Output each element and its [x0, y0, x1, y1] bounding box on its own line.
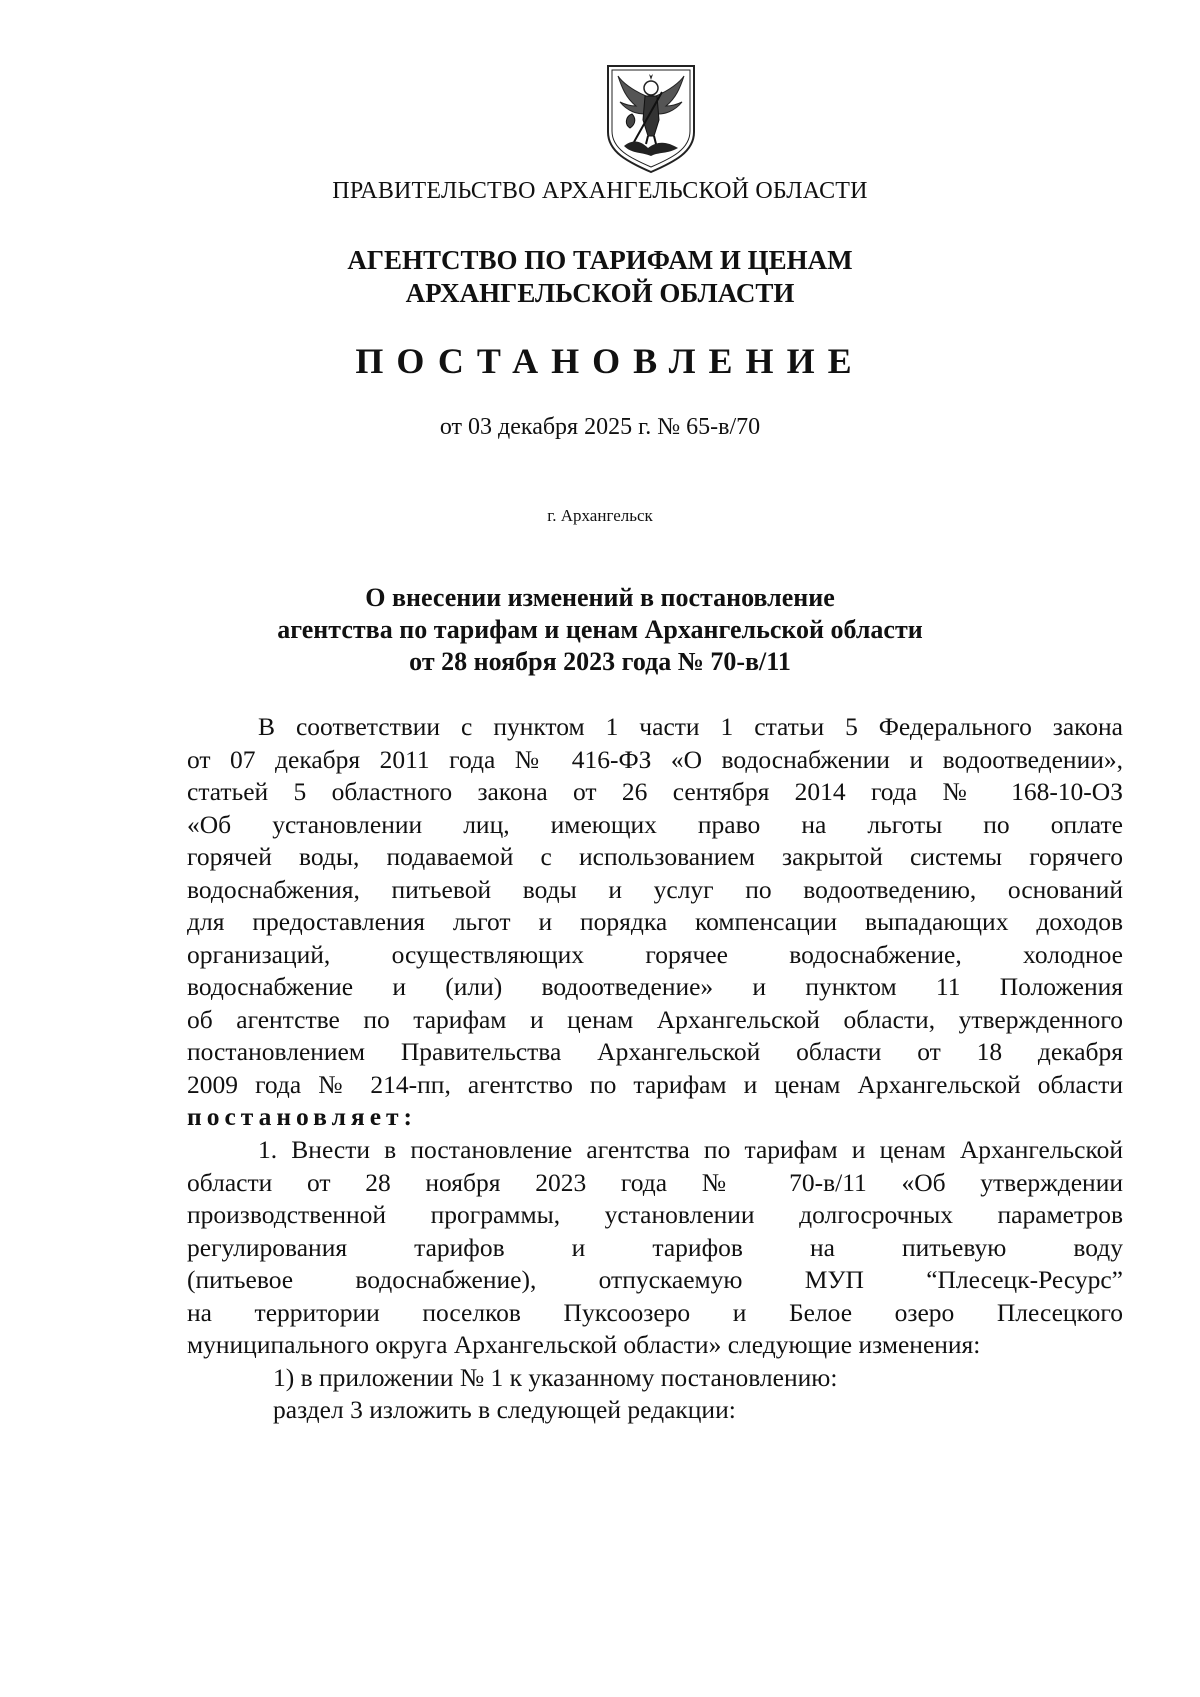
preamble-line: водоснабжения, питьевой воды и услуг по водоотведению, оснований [187, 874, 1123, 904]
item-1-line: производственной программы, установлении долгосрочных параметров [187, 1200, 1123, 1229]
item-1-paragraph [187, 1134, 1123, 1427]
item-1-line: (питьевое водоснабжение), отпускаемую МУП “Плесецк-Ресурс” [187, 1265, 1123, 1294]
item-1-line: области от 28 ноября 2023 года № 70-в/11 «Об утверждении [187, 1167, 1123, 1197]
document-date-number: от 03 декабря 2025 г. № 65-в/70 [439, 414, 761, 440]
preamble-line: постановлением Правительства Архангельской области от 18 декабря [187, 1037, 1123, 1066]
subject-line3: от 28 ноября 2023 года № 70-в/11 [409, 647, 791, 676]
agency-name-line2: АРХАНГЕЛЬСКОЙ ОБЛАСТИ [405, 278, 795, 308]
item-1-line: на территории поселков Пуксоозеро и Белое озеро Плесецкого [187, 1297, 1123, 1327]
agency-name-line1: АГЕНТСТВО ПО ТАРИФАМ И ЦЕНАМ [347, 245, 853, 275]
preamble-line: водоснабжение и (или) водоотведение» и пунктом 11 Положения [187, 972, 1123, 1001]
preamble-paragraph [187, 711, 1123, 1134]
preamble-line: В соответствии с пунктом 1 части 1 статьи 5 Федерального закона [258, 712, 1123, 741]
government-name: ПРАВИТЕЛЬСТВО АРХАНГЕЛЬСКОЙ ОБЛАСТИ [332, 178, 868, 204]
document-city: г. Архангельск [547, 506, 653, 525]
preamble-line: об агентстве по тарифам и ценам Архангельской области, утвержденного [187, 1004, 1123, 1034]
arkhangelsk-coat-of-arms-icon [602, 62, 700, 174]
item-1-line: регулирования тарифов и тарифов на питьевую воду [187, 1232, 1123, 1262]
preamble-line: горячей воды, подаваемой с использованием закрытой системы горячего [187, 842, 1123, 871]
subitem-1: 1) в приложении № 1 к указанному постановлению: [273, 1362, 838, 1392]
item-1-line: муниципального округа Архангельской области» следующие изменения: [187, 1330, 981, 1359]
subject-line2: агентства по тарифам и ценам Архангельской области [277, 615, 923, 644]
decree-word: постановляет: [187, 1102, 418, 1131]
section-note: раздел 3 изложить в следующей редакции: [273, 1395, 736, 1424]
item-1-line: 1. Внести в постановление агентства по тарифам и ценам Архангельской [258, 1135, 1123, 1164]
preamble-line: для предоставления льгот и порядка компенсации выпадающих доходов [187, 907, 1123, 936]
document-type: ПОСТАНОВЛЕНИЕ [355, 341, 865, 381]
preamble-line: 2009 года № 214-пп, агентство по тарифам и ценам Архангельской области [187, 1069, 1123, 1099]
preamble-line: организаций, осуществляющих горячее водоснабжение, холодное [187, 939, 1123, 969]
preamble-line: «Об установлении лиц, имеющих право на льготы по оплате [187, 809, 1123, 839]
preamble-line: статьей 5 областного закона от 26 сентября 2014 года № 168-10-ОЗ [187, 777, 1123, 806]
preamble-line: от 07 декабря 2011 года № 416-ФЗ «О водоснабжении и водоотведении», [187, 744, 1123, 774]
subject-line1: О внесении изменений в постановление [365, 583, 835, 612]
